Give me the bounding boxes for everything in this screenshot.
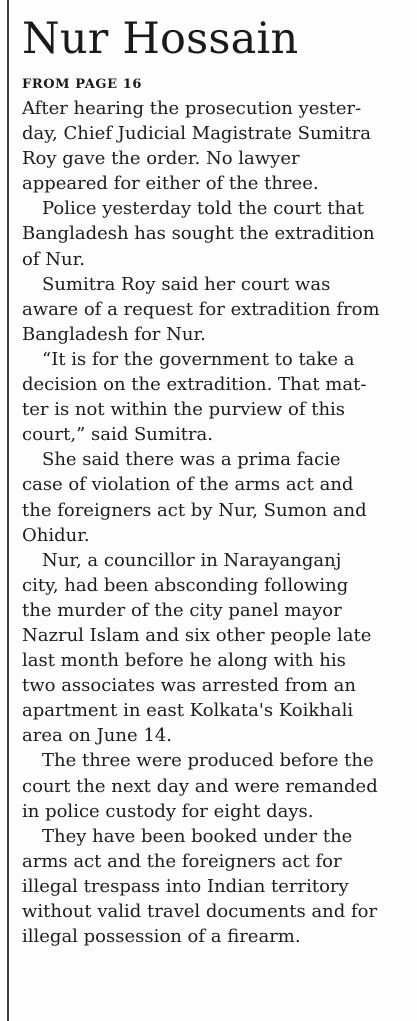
paragraph — [22, 272, 417, 347]
text-line: Roy gave the order. No lawyer — [22, 148, 300, 170]
text-line: After hearing the prosecution yester- — [22, 98, 362, 119]
headline: Nur Hossain — [22, 14, 299, 64]
paragraph — [22, 748, 417, 823]
paragraph — [22, 96, 417, 196]
text-line: ter is not within the purview of this — [22, 399, 346, 421]
text-line: in police custody for eight days. — [22, 800, 314, 822]
text-line: the foreigners act by Nur, Sumon and — [22, 499, 367, 521]
text-line: The three were produced before the — [42, 750, 374, 772]
text-line: last month before he along with his — [22, 650, 346, 672]
text-line: They have been booked under the — [42, 825, 353, 847]
text-line: without valid travel documents and for — [22, 901, 378, 922]
text-line: area on June 14. — [22, 725, 172, 747]
text-line: court,” said Sumitra. — [22, 424, 214, 446]
paragraph — [22, 548, 417, 749]
text-line: Nazrul Islam and six other people late — [22, 624, 372, 646]
text-line: apartment in east Kolkata's Koikhali — [22, 700, 354, 722]
text-line: decision on the extradition. That mat- — [22, 374, 367, 396]
text-line: Police yesterday told the court that — [42, 198, 365, 220]
text-line: Bangladesh has sought the extradition — [22, 223, 375, 245]
paragraph — [22, 447, 417, 547]
text-line: Nur, a councillor in Narayanganj — [42, 549, 342, 571]
text-line: She said there was a prima facie — [42, 449, 341, 471]
text-line: illegal possession of a firearm. — [22, 926, 301, 948]
paragraph — [22, 824, 417, 949]
text-line: appeared for either of the three. — [22, 173, 319, 195]
column-rule — [7, 0, 9, 1021]
text-line: Bangladesh for Nur. — [22, 323, 206, 345]
text-line: two associates was arrested from an — [22, 675, 356, 697]
text-line: “It is for the government to take a — [42, 348, 355, 370]
paragraph — [22, 347, 417, 447]
text-line: Sumitra Roy said her court was — [42, 273, 331, 295]
paragraph — [22, 196, 417, 271]
text-line: arms act and the foreigners act for — [22, 850, 342, 872]
text-line: the murder of the city panel mayor — [22, 599, 342, 621]
text-line: city, had been absconding following — [22, 574, 349, 596]
jump-line: FROM PAGE 16 — [22, 77, 143, 92]
article-body — [22, 96, 417, 949]
text-line: case of violation of the arms act and — [22, 474, 354, 496]
text-line: aware of a request for extradition from — [22, 298, 380, 320]
text-line: Ohidur. — [22, 524, 90, 546]
text-line: illegal trespass into Indian territory — [22, 875, 349, 897]
text-line: of Nur. — [22, 248, 85, 270]
text-line: day, Chief Judicial Magistrate Sumitra — [22, 123, 371, 145]
text-line: court the next day and were remanded — [22, 775, 378, 797]
